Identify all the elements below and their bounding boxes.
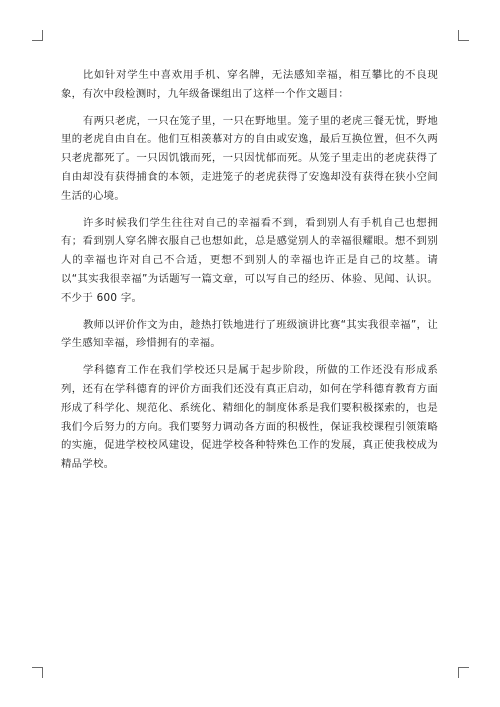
- crop-mark-bottom-right: [458, 667, 469, 678]
- paragraph-5: 学科德育工作在我们学校还只是属于起步阶段，所做的工作还没有形成系列，还有在学科德育的评价方面我们还没有真正启动，如何在学科德育教育方面形成了科学化、规范化、系统化、精细化的制度体系是我们要积极探索的，也是我们今后努力的方向。我们要努力调动各方面的积极性，保证我校课程引领策略的实施，促进学校校风建设，促进学校各种特殊色工作的发展，真正使我校成为精品学校。: [61, 364, 438, 471]
- crop-mark-top-left: [32, 30, 43, 41]
- paragraph-3: 许多时候我们学生往往对自己的幸福看不到，看到别人有手机自己也想拥有；看到别人穿名牌衣服自己也想如此，总是感觉别人的幸福很耀眼。想不到别人的幸福也许对自己不合适，更想不到别人的幸福也许正是自己的坟墓。请以“其实我很幸福”为话题写一篇文章，可以写自己的经历、体验、见闻、认识。不少于 600 字。: [61, 216, 438, 304]
- crop-mark-top-right: [458, 30, 469, 41]
- paragraph-2: 有两只老虎，一只在笼子里，一只在野地里。笼子里的老虎三餐无忧，野地里的老虎自由自在。他们互相羡慕对方的自由或安逸，最后互换位置，但不久两只老虎都死了。一只因饥饿而死，一只因忧郁而死。从笼子里走出的老虎获得了自由却没有获得捕食的本领，走进笼子的老虎获得了安逸却没有获得在狭小空间生活的心境。: [61, 114, 438, 202]
- document-body: [61, 66, 438, 482]
- crop-mark-bottom-left: [32, 667, 43, 678]
- paragraph-4: 教师以评价作文为由，趁热打铁地进行了班级演讲比赛“其实我很幸福”，让学生感知幸福，珍惜拥有的幸福。: [61, 318, 438, 350]
- paragraph-1: 比如针对学生中喜欢用手机、穿名牌，无法感知幸福，相互攀比的不良现象，有次中段检测时，九年级备课组出了这样一个作文题目：: [61, 69, 438, 100]
